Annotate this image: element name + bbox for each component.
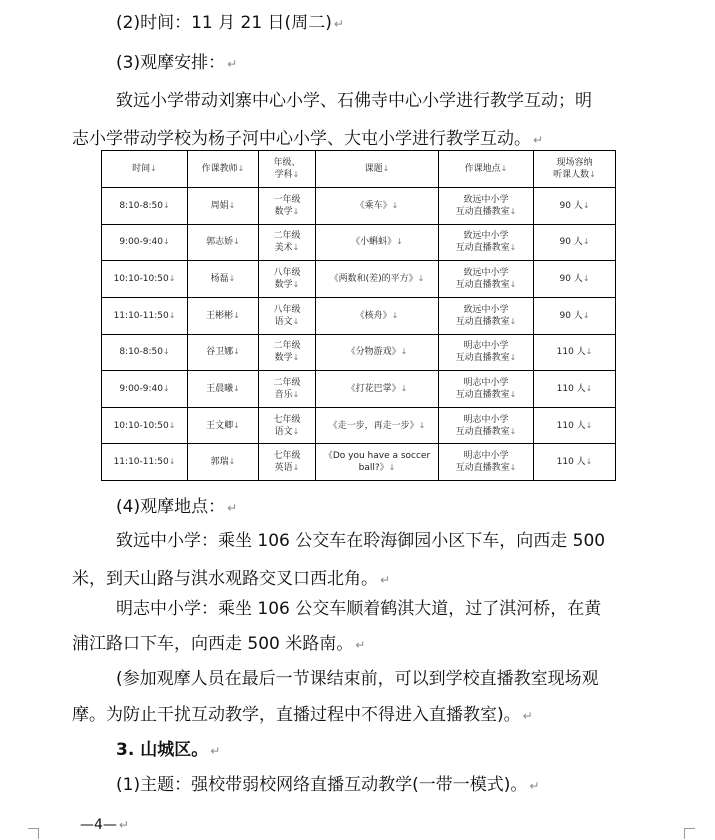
- table-row: [102, 371, 616, 408]
- table-row: [102, 444, 616, 481]
- paragraph-mark: ↵: [210, 744, 221, 758]
- table-row: [102, 407, 616, 444]
- cell-topic: 《Do you have a soccer ball?》↓: [316, 444, 439, 481]
- table-header-row: [102, 151, 616, 188]
- paragraph-mark: ↵: [355, 638, 366, 652]
- paragraph-mark: ↵: [380, 573, 391, 587]
- header-topic: 课题↓: [316, 151, 439, 188]
- cell-time: 9:00-9:40↓: [102, 224, 188, 261]
- paragraph-mark: ↵: [227, 57, 238, 71]
- cell-capacity: 110 人↓: [534, 407, 616, 444]
- cell-time: 11:10-11:50↓: [102, 444, 188, 481]
- table-row: [102, 261, 616, 298]
- table-row: [102, 224, 616, 261]
- cell-teacher: 谷卫娜↓: [188, 334, 259, 371]
- cell-capacity: 110 人↓: [534, 371, 616, 408]
- cell-capacity: 110 人↓: [534, 444, 616, 481]
- cell-capacity: 90 人↓: [534, 261, 616, 298]
- cell-capacity: 110 人↓: [534, 334, 616, 371]
- cell-venue: 致远中小学 互动直播教室↓: [439, 261, 534, 298]
- header-capacity: 现场容纳 听课人数↓: [534, 151, 616, 188]
- zhiyuan-directions-line1: 致远中小学：乘坐 106 公交车在聆海御园小区下车，向西走 500: [116, 531, 606, 551]
- header-venue: 作课地点↓: [439, 151, 534, 188]
- cell-time: 11:10-11:50↓: [102, 297, 188, 334]
- paragraph-mark: ↵: [529, 779, 540, 793]
- table-row: [102, 297, 616, 334]
- cell-topic: 《小蝌蚪》↓: [316, 224, 439, 261]
- cell-grade-subject: 八年级 数学↓: [259, 261, 316, 298]
- cell-grade-subject: 二年级 音乐↓: [259, 371, 316, 408]
- cell-capacity: 90 人↓: [534, 297, 616, 334]
- paragraph-mark: ↵: [533, 133, 544, 147]
- header-time: 时间↓: [102, 151, 188, 188]
- cell-time: 8:10-8:50↓: [102, 334, 188, 371]
- table-row: [102, 334, 616, 371]
- page-number: —4— ↵: [80, 817, 129, 833]
- cell-venue: 致远中小学 互动直播教室↓: [439, 188, 534, 225]
- theme-line: (1)主题：强校带弱校网络直播互动教学(一带一模式)。 ↵: [116, 775, 540, 795]
- cell-teacher: 郭志娇↓: [188, 224, 259, 261]
- zhiyuan-directions-line2: 米，到天山路与淇水观路交叉口西北角。 ↵: [72, 569, 391, 589]
- cell-topic: 《走一步，再走一步》↓: [316, 407, 439, 444]
- cell-capacity: 90 人↓: [534, 224, 616, 261]
- paragraph-mark: ↵: [227, 501, 238, 515]
- cell-time: 10:10-10:50↓: [102, 407, 188, 444]
- header-grade-subject: 年级、 学科↓: [259, 151, 316, 188]
- cell-venue: 明志中小学 互动直播教室↓: [439, 444, 534, 481]
- cell-grade-subject: 七年级 英语↓: [259, 444, 316, 481]
- schedule-table: [101, 150, 616, 481]
- cell-venue: 明志中小学 互动直播教室↓: [439, 407, 534, 444]
- note-line1: (参加观摩人员在最后一节课结束前，可以到学校直播教室现场观: [116, 669, 599, 689]
- cell-teacher: 王文卿↓: [188, 407, 259, 444]
- cell-grade-subject: 一年级 数学↓: [259, 188, 316, 225]
- cell-venue: 致远中小学 互动直播教室↓: [439, 224, 534, 261]
- mingzhi-directions-line2: 浦江路口下车，向西走 500 米路南。 ↵: [72, 634, 366, 654]
- arrangement-heading: (3)观摩安排： ↵: [116, 53, 238, 73]
- cell-time: 9:00-9:40↓: [102, 371, 188, 408]
- cell-teacher: 周娟↓: [188, 188, 259, 225]
- cell-teacher: 王彬彬↓: [188, 297, 259, 334]
- table-row: [102, 188, 616, 225]
- cell-teacher: 王晨曦↓: [188, 371, 259, 408]
- paragraph-mark: ↵: [118, 818, 129, 832]
- paragraph-mark: ↵: [522, 709, 533, 723]
- cell-venue: 致远中小学 互动直播教室↓: [439, 297, 534, 334]
- cell-topic: 《两数和(差)的平方》↓: [316, 261, 439, 298]
- cell-time: 8:10-8:50↓: [102, 188, 188, 225]
- cell-venue: 明志中小学 互动直播教室↓: [439, 334, 534, 371]
- arrangement-paragraph-line2: 志小学带动学校为杨子河中心小学、大屯小学进行教学互动。 ↵: [72, 129, 544, 149]
- cell-topic: 《核舟》↓: [316, 297, 439, 334]
- note-line2: 摩。为防止干扰互动教学，直播过程中不得进入直播教室)。 ↵: [72, 705, 533, 725]
- paragraph-mark: ↵: [333, 17, 344, 31]
- arrangement-paragraph-line1: 致远小学带动刘寨中心小学、石佛寺中心小学进行教学互动；明: [116, 91, 592, 111]
- cell-grade-subject: 七年级 语文↓: [259, 407, 316, 444]
- cell-topic: 《打花巴掌》↓: [316, 371, 439, 408]
- cell-topic: 《乘车》↓: [316, 188, 439, 225]
- header-teacher: 作课教师↓: [188, 151, 259, 188]
- location-heading: (4)观摩地点： ↵: [116, 497, 238, 517]
- cell-time: 10:10-10:50↓: [102, 261, 188, 298]
- cell-topic: 《分物游戏》↓: [316, 334, 439, 371]
- mingzhi-directions-line1: 明志中小学：乘坐 106 公交车顺着鹤淇大道，过了淇河桥，在黄: [116, 599, 602, 619]
- cell-venue: 明志中小学 互动直播教室↓: [439, 371, 534, 408]
- cell-grade-subject: 八年级 语文↓: [259, 297, 316, 334]
- cell-teacher: 郭瑞↓: [188, 444, 259, 481]
- cell-teacher: 杨磊↓: [188, 261, 259, 298]
- crop-mark-bottom-right: [684, 828, 695, 839]
- section-heading: 3. 山城区。 ↵: [116, 740, 221, 760]
- cell-grade-subject: 二年级 美术↓: [259, 224, 316, 261]
- crop-mark-bottom-left: [28, 828, 39, 839]
- time-line: (2)时间：11 月 21 日(周二) ↵: [116, 13, 344, 33]
- cell-capacity: 90 人↓: [534, 188, 616, 225]
- cell-grade-subject: 二年级 数学↓: [259, 334, 316, 371]
